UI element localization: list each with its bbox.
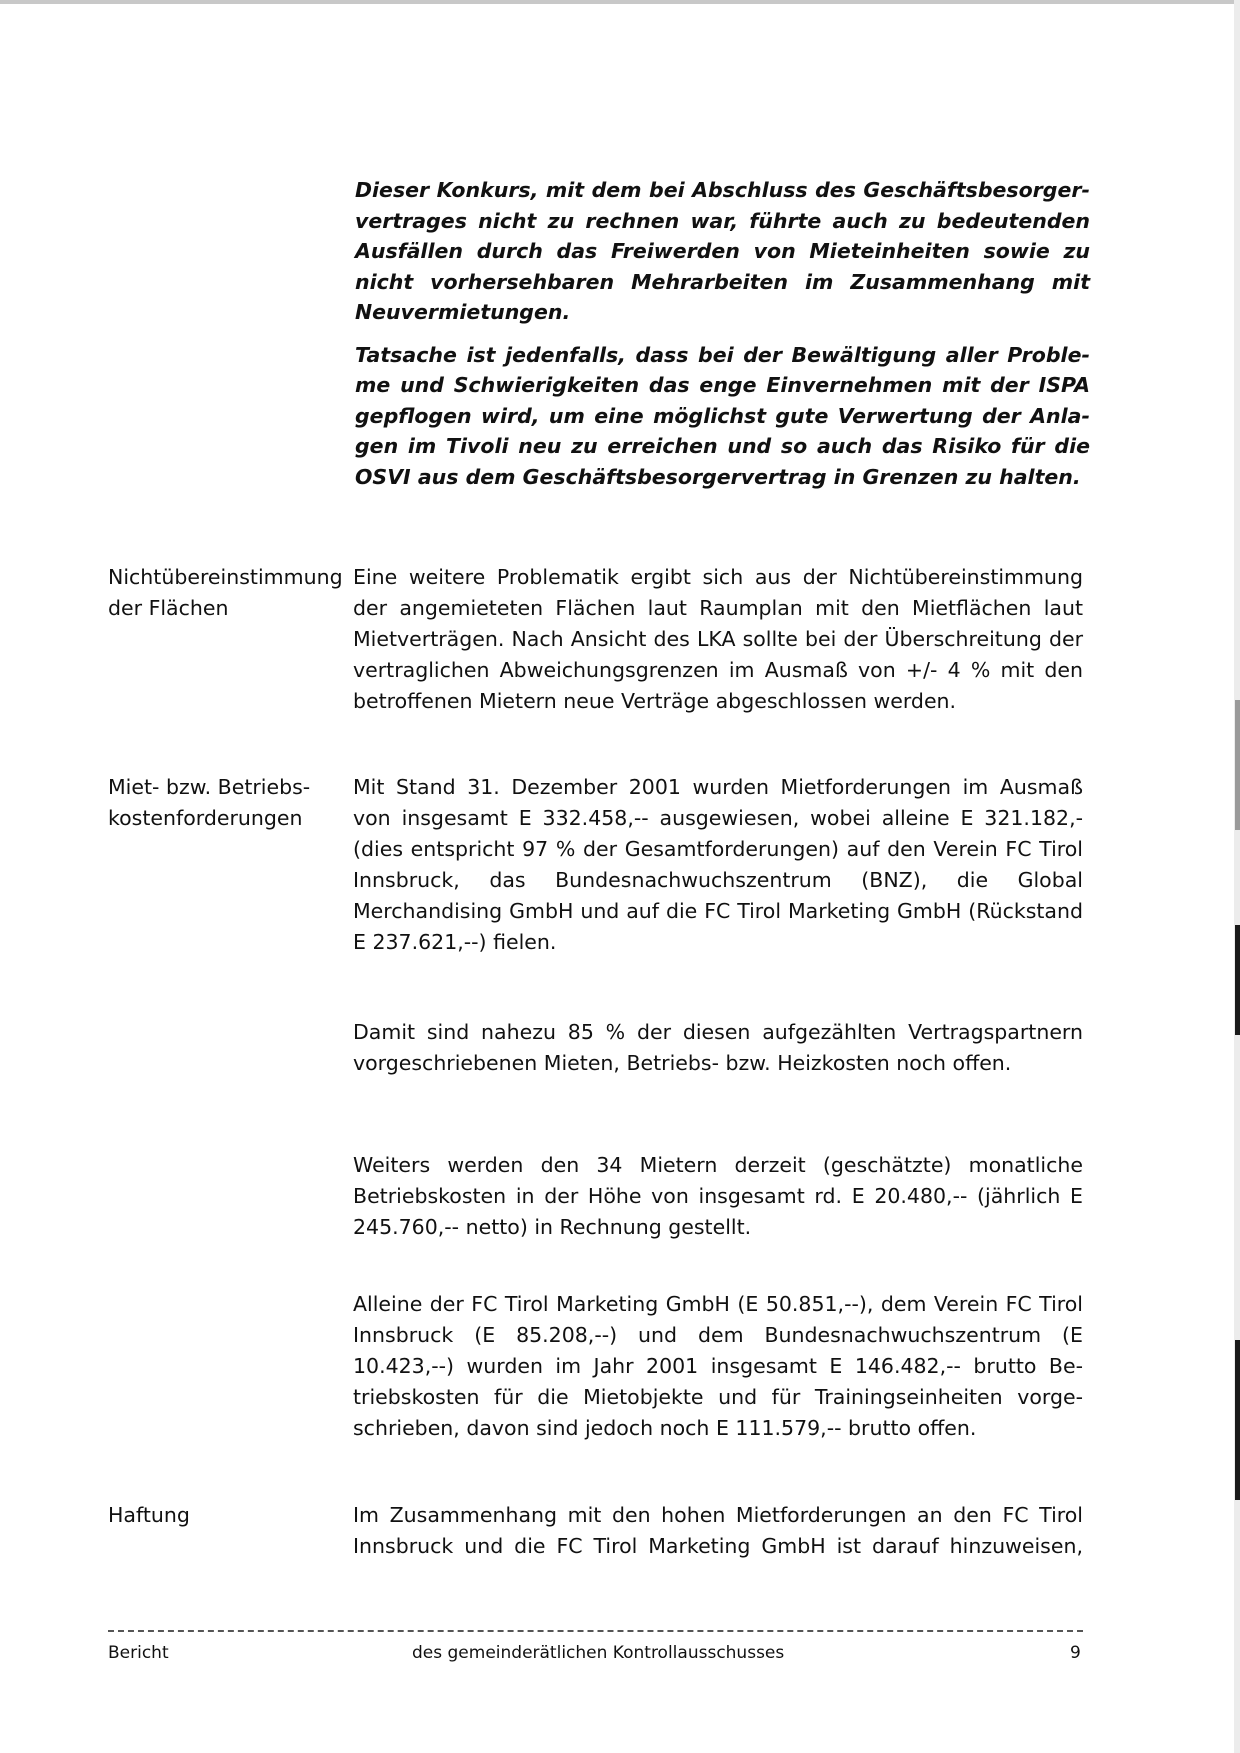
footer-report-label: Bericht <box>108 1643 169 1663</box>
label-line: kostenforderungen <box>108 806 303 830</box>
paragraph-forderungen-4: Alleine der FC Tirol Marketing GmbH (E 50.851,--), dem Verein FC Tirol Innsbruck (E 85.208,--) und dem Bundesnachwuchszentrum (E 10.423,--) wurden im Jahr 2001 insgesamt E 146.482,-- brutto Betriebskosten für die Mietobjekte und für Trainingseinheiten vorgeschrieben, davon sind jedoch noch E 111.579,-- brutto offen. <box>353 1292 1083 1440</box>
paragraph-forderungen-2: Damit sind nahezu 85 % der diesen aufgezählten Vertragspartnern vorgeschriebenen Mieten, Betriebs- bzw. Heizkosten noch offen. <box>353 1020 1083 1075</box>
intro-paragraph-1: Dieser Konkurs, mit dem bei Abschluss des Geschäftsbesorgervertrages nicht zu rechnen war, führte auch zu bedeutenden Ausfällen durch das Freiwerden von Mieteinheiten sowie zu nicht vorhersehbaren Mehrarbeiten im Zusammenhang mit Neuvermietungen. <box>355 178 1090 324</box>
label-line: der Flächen <box>108 596 229 620</box>
scan-mark <box>1235 1340 1240 1500</box>
margin-label-forderungen <box>108 772 348 834</box>
margin-label-flaechen <box>108 562 348 624</box>
paragraph-haftung: Im Zusammenhang mit den hohen Mietforderungen an den FC Tirol Innsbruck und die FC Tirol Marketing GmbH ist darauf hinzuweisen, <box>353 1503 1083 1558</box>
margin-label-haftung: Haftung <box>108 1503 190 1527</box>
paragraph-forderungen-1: Mit Stand 31. Dezember 2001 wurden Mietforderungen im Ausmaß von insgesamt E 332.458,-- ausgewiesen, wobei alleine E 321.182,- (dies entspricht 97 % der Gesamtforderungen) auf den Verein FC Tirol Innsbruck, das Bundesnachwuchszentrum (BNZ), die Global Merchandising GmbH und auf die FC Tirol Marketing GmbH (Rückstand E 237.621,--) fielen. <box>353 775 1083 954</box>
paragraph-flaechen: Eine weitere Problematik ergibt sich aus der Nichtübereinstimmung der angemieteten Flächen laut Raumplan mit den Mietflächen laut Mietverträgen. Nach Ansicht des LKA sollte bei der Überschreitung der vertraglichen Abweichungsgrenzen im Ausmaß von +/- 4 % mit den betroffenen Mietern neue Verträge abgeschlossen werden. <box>353 565 1083 713</box>
scan-mark <box>1235 700 1240 830</box>
footer-committee-title: des gemeinderätlichen Kontrollausschusses <box>412 1643 785 1663</box>
label-line: Miet- bzw. Betriebs- <box>108 775 311 799</box>
label-line: Nichtübereinstimmung <box>108 565 343 589</box>
scan-edge-top <box>0 0 1240 4</box>
footer-divider <box>108 1630 1083 1632</box>
intro-block <box>355 175 1090 504</box>
paragraph-forderungen-3: Weiters werden den 34 Mietern derzeit (geschätzte) monatliche Betriebskosten in der Höhe von insgesamt rd. E 20.480,-- (jährlich E 245.760,-- netto) in Rechnung gestellt. <box>353 1153 1083 1239</box>
intro-paragraph-2: Tatsache ist jedenfalls, dass bei der Bewältigung aller Probleme und Schwierigkeiten das enge Einvernehmen mit der ISPA gepflogen wird, um eine möglichst gute Verwertung der Anlagen im Tivoli neu zu erreichen und so auch das Risiko für die OSVI aus dem Geschäftsbesorgervertrag in Grenzen zu halten. <box>355 342 1090 489</box>
scan-mark <box>1235 925 1240 1035</box>
page-number: 9 <box>1070 1643 1081 1663</box>
